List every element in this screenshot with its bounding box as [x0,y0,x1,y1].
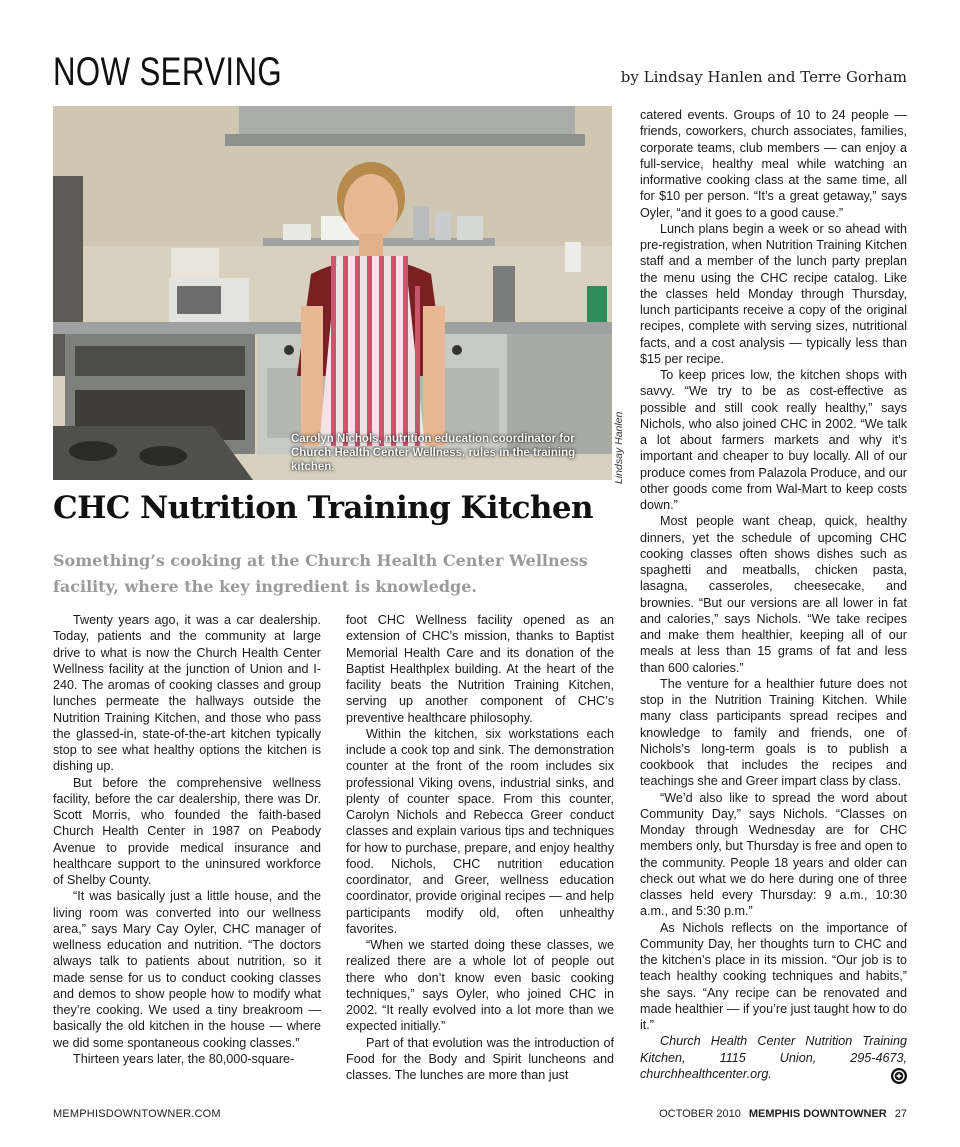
byline: by Lindsay Hanlen and Terre Gorham [620,68,907,86]
article-column-1 [53,612,321,1067]
photo-caption: Carolyn Nichols, nutrition education coordinator for Church Health Center Wellness, rules in the training kitchen. [291,433,576,473]
section-label: NOW SERVING [53,50,283,94]
article-column-3 [640,107,907,1082]
footer-issue: OCTOBER 2010 [659,1108,741,1120]
paragraph: Most people want cheap, quick, healthy dinners, yet the schedule of upcoming CHC cooking classes often shows dishes such as spaghetti and meatballs, chicken pasta, lasagna, casseroles, cheesecake, and brownies. “But our versions are all lower in fat and calories,” says Nichols. “We take recipes and make them healthier, keeping all of our meals at less than 15 grams of fat and less than 600 calories.” [640,514,907,675]
kitchen-photo [53,106,612,480]
photo-credit: Lindsay Hanlen [613,411,625,484]
article-column-2 [346,612,614,1083]
paragraph: Thirteen years later, the 80,000-square- [73,1051,295,1066]
end-mark-icon [890,1067,908,1085]
paragraph: Lunch plans begin a week or so ahead with pre-registration, when Nutrition Training Kitchen staff and a member of the lunch party preplan the menu using the CHC recipe catalog. Like the classes held Monday through Thursday, lunch participants receive a copy of the original recipes, complete with serving sizes, nutritional facts, and a cost analysis — typically less than $15 per recipe. [640,221,907,366]
paragraph: Within the kitchen, six workstations each include a cook top and sink. The demonstration counter at the front of the room includes six professional Viking ovens, industrial sinks, and plenty of counter space. From this counter, Carolyn Nichols and Rebecca Greer conduct classes and explain various tips and techniques for how to purchase, prepare, and enjoy healthy food. Nichols, CHC nutrition education coordinator, and Greer, wellness education coordinator, provide original recipes — and help participants modify old, often unhealthy favorites. [346,726,614,936]
paragraph: Part of that evolution was the introduction of Food for the Body and Spirit luncheons and classes. The lunches are more than just [346,1035,614,1082]
paragraph: Twenty years ago, it was a car dealership. Today, patients and the community at large drive to what is now the Church Health Center Wellness facility at the junction of Union and I-240. The aromas of cooking classes and group lunches permeate the hallways outside the Nutrition Training Kitchen, and those who pass the glassed-in, state-of-the-art kitchen typically stop to see what healthy options the kitchen is dishing up. [53,613,321,774]
paragraph: But before the comprehensive wellness facility, before the car dealership, there was Dr. Scott Morris, who founded the faith-based Church Health Center in 1987 on Peabody Avenue to provide medical insurance and healthcare support to the uninsured workforce of Shelby County. [53,775,321,887]
article-deck: Something’s cooking at the Church Health Center Wellness facility, where the key ingredient is knowledge. [53,551,588,596]
paragraph: As Nichols reflects on the importance of Community Day, her thoughts turn to CHC and the kitchen’s place in its mission. “Our job is to teach healthy cooking techniques and habits,” she says. “Any recipe can be renovated and made healthier — if you’re just taught how to do it.” [640,920,907,1032]
footer-folio [659,1108,907,1120]
paragraph: foot CHC Wellness facility opened as an extension of CHC’s mission, thanks to Baptist Memorial Health Care and its donation of the Baptist Healthplex building. At the heart of the facility beats the Nutrition Training Kitchen, serving up another component of CHC’s preventive healthcare philosophy. [346,613,614,725]
page-number: 27 [894,1108,907,1120]
paragraph: “When we started doing these classes, we realized there are a whole lot of people out there who don’t know even basic cooking techniques,” says Oyler, who joined CHC in 2002. “It really evolved into a lot more than we expected initially.” [346,938,614,1034]
paragraph: The venture for a healthier future does not stop in the Nutrition Training Kitchen. While many class participants spread recipes and knowledge to family and friends, one of Nichols’s long-term goals is to publish a cookbook that includes the recipes and teachings she and Greer impart class by class. [640,676,907,789]
paragraph: catered events. Groups of 10 to 24 people — friends, coworkers, church associates, families, corporate teams, club members — can enjoy a full-service, healthy meal while watching an informative cooking class at the same time, all for $10 per person. “It’s a great getaway,” says Oyler, “and it goes to a good cause.” [640,108,907,220]
contact-info: Church Health Center Nutrition Training Kitchen, 1115 Union, 295-4673, churchhealthcenter.org. [640,1034,907,1081]
article-headline: CHC Nutrition Training Kitchen [53,490,593,526]
paragraph: “We’d also like to spread the word about Community Day,” says Nichols. “Classes on Monday through Wednesday are for CHC members only, but Thursday is free and open to the community. People 18 years and older can check out what we do here during one of three classes held every Thursday: 9 a.m., 10:30 a.m., and 5:30 p.m.” [640,790,907,919]
kitchen-photo-illustration [53,106,612,480]
paragraph: To keep prices low, the kitchen shops with savvy. “We try to be as cost-effective as possible and still cook really healthy,” says Nichols, who also joined CHC in 2002. “We talk a lot about farmers markets and why it’s important and cheaper to buy locally. All of our produce comes from Palazola Produce, and our other goods come from Wal-Mart to keep costs down.” [640,368,907,512]
paragraph: “It was basically just a little house, and the living room was converted into our wellness area,” says Mary Cay Oyler, CHC manager of wellness education and nutrition. “The doctors always talk to patients about nutrition, so it made sense for us to conduct cooking classes and demos to show people how to modify what they’re cooking. We used a tiny breakroom — basically the old kitchen in the house — where we did some spontaneous cooking classes.” [53,889,321,1050]
footer-publication: MEMPHIS DOWNTOWNER [748,1108,887,1120]
footer-website: MEMPHISDOWNTOWNER.COM [53,1108,221,1120]
